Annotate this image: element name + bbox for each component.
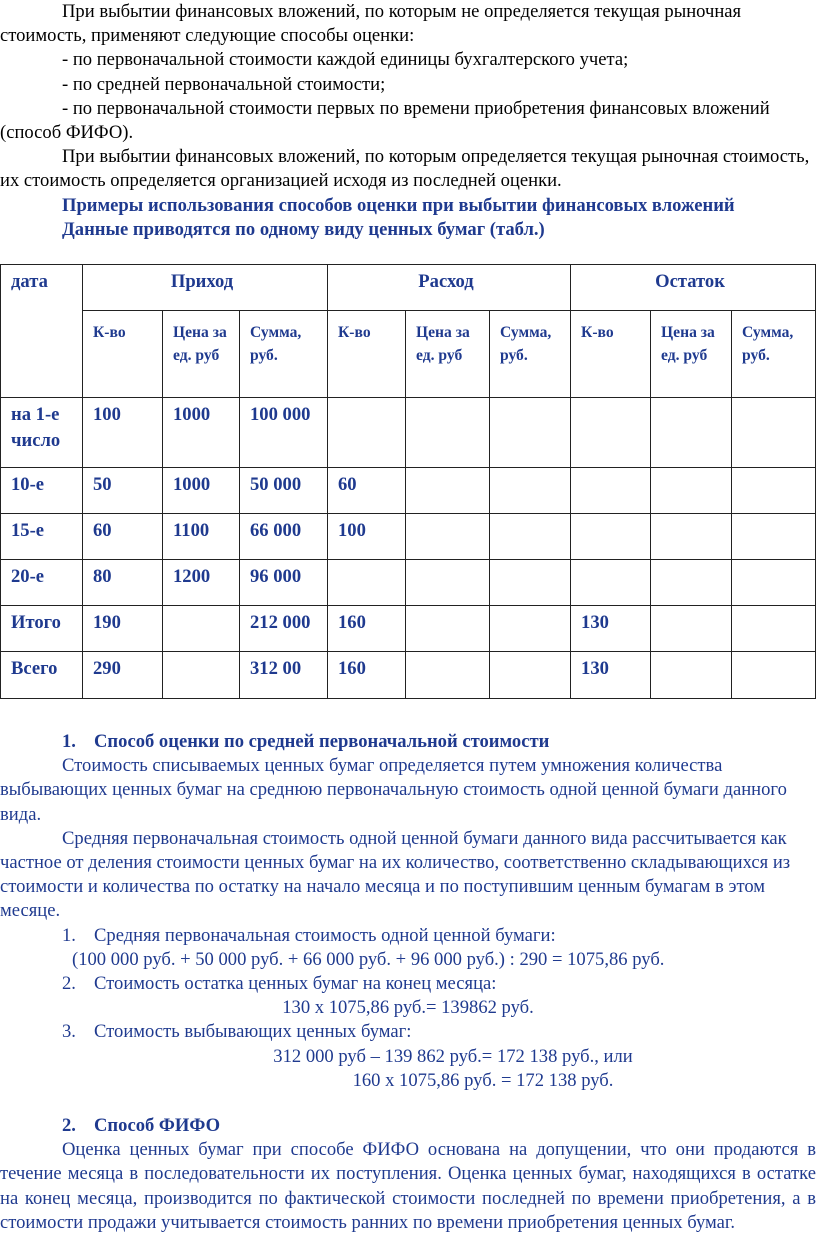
table-cell <box>571 468 651 514</box>
subheader-cell: Сумма, руб. <box>240 311 328 398</box>
table-row <box>1 560 816 606</box>
examples-heading: Примеры использования способов оценки при выбытии финансовых вложений <box>62 195 735 216</box>
step-text: Средняя первоначальная стоимость одной ценной бумаги: <box>94 924 556 946</box>
table-cell <box>406 398 490 468</box>
intro-paragraph-2: При выбытии финансовых вложений, по которым определяется текущая рыночная стоимость, их стоимость определяется организацией исходя из последней оценки. <box>0 146 810 192</box>
table-cell <box>732 560 816 606</box>
table-cell: 96 000 <box>240 560 328 606</box>
intro-item-3: - по первоначальной стоимости первых по времени приобретения финансовых вложений (способ ФИФО). <box>0 97 770 144</box>
table-cell <box>651 514 732 560</box>
table-subheader-row <box>1 311 816 398</box>
table-cell: 100 <box>328 514 406 560</box>
examples-block <box>0 194 816 242</box>
step-text: Стоимость выбывающих ценных бумаг: <box>94 1021 412 1043</box>
table-cell: 312 00 <box>240 652 328 699</box>
section-1-paragraph-2: Средняя первоначальная стоимость одной ценной бумаги данного вида рассчитывается как частное от деления стоимости ценных бумаг на их количество, соответственно складывающихся из стоимости и количества по остатку на начало месяца и по поступившим ценным бумагам в этом месяце. <box>0 827 791 922</box>
table-cell: 1000 <box>163 398 240 468</box>
table-row <box>1 652 816 699</box>
intro-paragraph-1: При выбытии финансовых вложений, по которым не определяется текущая рыночная стоимость, применяют следующие способы оценки: <box>0 1 742 47</box>
step-3 <box>0 1020 816 1044</box>
header-expense: Расход <box>328 265 571 311</box>
row-date: Всего <box>1 652 83 699</box>
table-cell <box>490 560 571 606</box>
table-cell <box>651 652 732 699</box>
table-cell: 60 <box>83 514 163 560</box>
header-balance: Остаток <box>571 265 816 311</box>
table-cell <box>406 606 490 652</box>
step-2 <box>0 972 816 996</box>
intro-block <box>0 0 816 194</box>
row-date: 15-е <box>1 514 83 560</box>
step-1 <box>0 924 816 948</box>
table-caption: Данные приводятся по одному виду ценных бумаг (табл.) <box>62 219 545 241</box>
section-2-title <box>0 1114 816 1138</box>
table-cell <box>732 606 816 652</box>
subheader-cell: Цена за ед. руб <box>163 311 240 398</box>
table-cell <box>571 398 651 468</box>
table-cell: 66 000 <box>240 514 328 560</box>
subheader-cell: К-во <box>571 311 651 398</box>
step-1-formula: (100 000 руб. + 50 000 руб. + 66 000 руб. + 96 000 руб.) : 290 = 1075,86 руб. <box>72 948 665 970</box>
table-cell: 130 <box>571 606 651 652</box>
table-cell <box>163 652 240 699</box>
subheader-cell: Цена за ед. руб <box>406 311 490 398</box>
section-1-number: 1. <box>62 731 76 752</box>
table-cell: 100 000 <box>240 398 328 468</box>
table-cell: 1100 <box>163 514 240 560</box>
subheader-cell: К-во <box>83 311 163 398</box>
table-cell <box>732 468 816 514</box>
step-number: 1. <box>62 924 76 946</box>
table-cell: 50 <box>83 468 163 514</box>
step-number: 2. <box>62 973 76 995</box>
section-1 <box>0 730 816 1093</box>
table-cell: 60 <box>328 468 406 514</box>
table-cell: 130 <box>571 652 651 699</box>
section-2-paragraph-1: Оценка ценных бумаг при способе ФИФО основана на допущении, что они продаются в течение месяца в последовательности их поступления. Оценка ценных бумаг, находящихся в остатке на конец месяца, производится по фактической стоимости последней по времени приобретения, а в стоимости продажи учитывается стоимость ранних по времени приобретения ценных бумаг. <box>0 1139 816 1233</box>
table-cell: 290 <box>83 652 163 699</box>
table-cell: 1000 <box>163 468 240 514</box>
table-cell: 190 <box>83 606 163 652</box>
table-row <box>1 468 816 514</box>
table-cell <box>328 560 406 606</box>
table-cell <box>406 514 490 560</box>
table-cell <box>651 468 732 514</box>
table-cell <box>490 606 571 652</box>
table-cell <box>732 652 816 699</box>
row-date: на 1-е число <box>1 398 83 468</box>
table-cell <box>651 606 732 652</box>
header-income: Приход <box>83 265 328 311</box>
table-cell: 100 <box>83 398 163 468</box>
step-number: 3. <box>62 1021 76 1043</box>
section-1-paragraph-1: Стоимость списываемых ценных бумаг определяется путем умножения количества выбывающих ценных бумаг на среднюю первоначальную стоимость одной ценной бумаги данного вида. <box>0 755 787 825</box>
header-date: дата <box>1 265 83 398</box>
table-cell: 212 000 <box>240 606 328 652</box>
table-cell <box>490 514 571 560</box>
section-1-title-text: Способ оценки по средней первоначальной стоимости <box>94 731 550 752</box>
table-cell <box>328 398 406 468</box>
table-row <box>1 398 816 468</box>
step-2-formula: 130 х 1075,86 руб.= 139862 руб. <box>282 997 534 1019</box>
table-cell: 1200 <box>163 560 240 606</box>
table-cell: 160 <box>328 606 406 652</box>
table-cell <box>406 560 490 606</box>
subheader-cell: Сумма, руб. <box>732 311 816 398</box>
row-date: 10-е <box>1 468 83 514</box>
step-3-formula-2: 160 х 1075,86 руб. = 172 138 руб. <box>352 1069 614 1091</box>
table-row <box>1 514 816 560</box>
table-cell <box>571 560 651 606</box>
table-cell <box>651 560 732 606</box>
table-cell: 160 <box>328 652 406 699</box>
table-header-row <box>1 265 816 311</box>
table-cell <box>732 398 816 468</box>
intro-item-2: - по средней первоначальной стоимости; <box>62 73 386 95</box>
section-2 <box>0 1114 816 1235</box>
table-cell <box>490 652 571 699</box>
table-cell <box>651 398 732 468</box>
row-date: Итого <box>1 606 83 652</box>
securities-table <box>0 264 816 699</box>
table-row <box>1 606 816 652</box>
table-cell <box>571 514 651 560</box>
table-cell <box>406 468 490 514</box>
step-3-formula-1: 312 000 руб – 139 862 руб.= 172 138 руб., или <box>273 1045 633 1067</box>
section-2-title-text: Способ ФИФО <box>94 1115 221 1136</box>
intro-item-1: - по первоначальной стоимости каждой единицы бухгалтерского учета; <box>62 49 629 71</box>
section-1-title <box>0 730 816 754</box>
table-cell <box>732 514 816 560</box>
step-text: Стоимость остатка ценных бумаг на конец месяца: <box>94 973 497 995</box>
subheader-cell: Сумма, руб. <box>490 311 571 398</box>
table-cell <box>490 398 571 468</box>
table-cell: 50 000 <box>240 468 328 514</box>
table-cell <box>163 606 240 652</box>
subheader-cell: Цена за ед. руб <box>651 311 732 398</box>
table-cell: 80 <box>83 560 163 606</box>
section-2-number: 2. <box>62 1115 76 1136</box>
subheader-cell: К-во <box>328 311 406 398</box>
table-cell <box>490 468 571 514</box>
table-cell <box>406 652 490 699</box>
row-date: 20-е <box>1 560 83 606</box>
